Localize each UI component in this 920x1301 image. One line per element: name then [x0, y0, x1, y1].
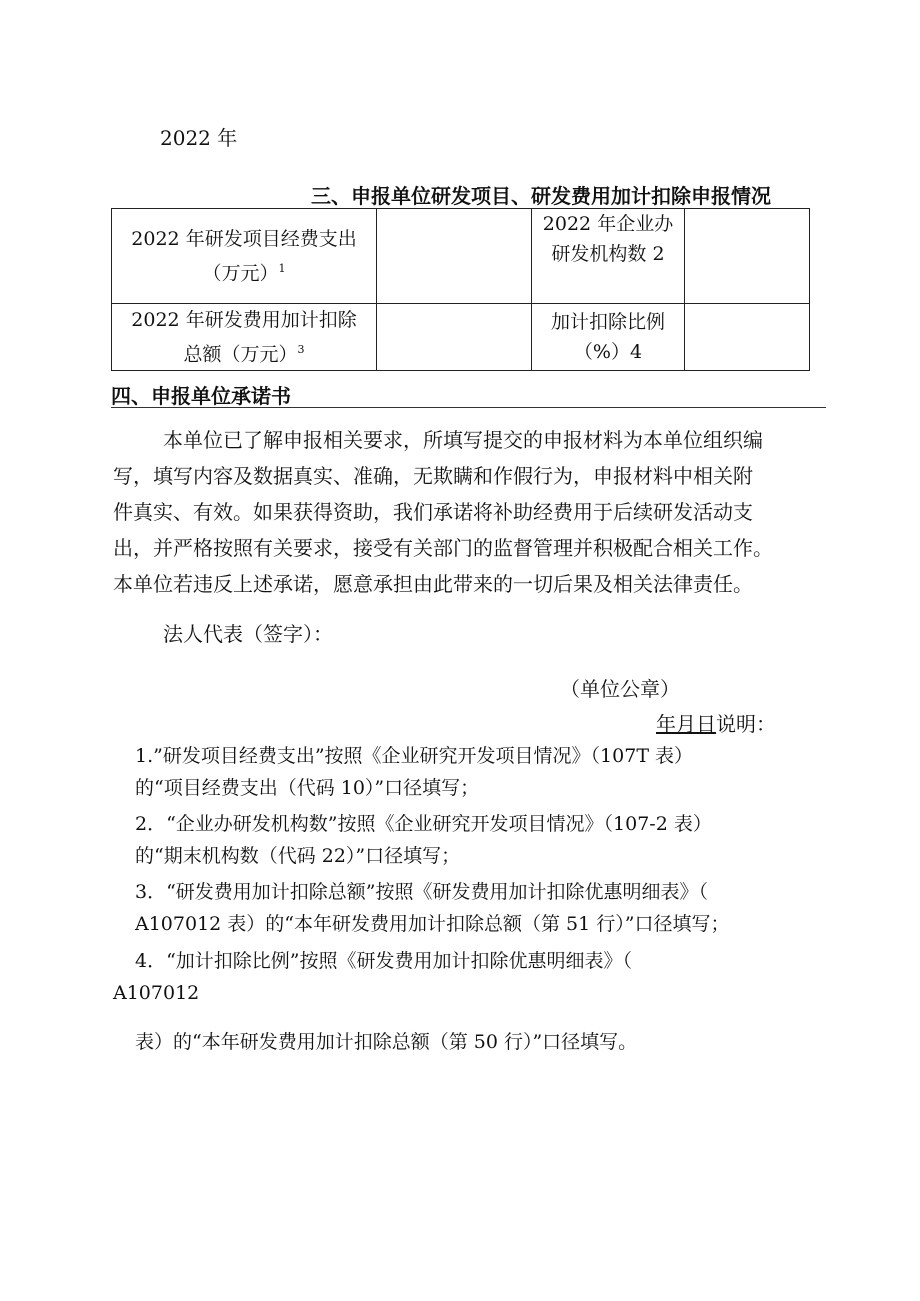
deduction-ratio-label-line1: 加计扣除比例 — [550, 311, 665, 333]
deduction-ratio-value-cell[interactable] — [685, 304, 810, 371]
section3-title: 三、申报单位研发项目、研发费用加计扣除申报情况 — [311, 184, 771, 208]
table-cell-label — [112, 304, 377, 371]
table-cell-label — [532, 304, 685, 371]
deduction-total-unit: 总额（万元）$^3$ — [183, 342, 305, 366]
rd-institution-value-cell[interactable] — [685, 209, 810, 304]
rd-summary-table — [111, 208, 810, 371]
deduction-total-label: 2022 年研发费用加计扣除 — [131, 308, 357, 331]
deduction-total-value-cell[interactable] — [377, 304, 532, 371]
date-notes-line — [656, 708, 776, 737]
note-1-line1: 1.”研发项目经费支出”按照《企业研究开发项目情况》（107T 表） — [135, 745, 694, 767]
legal-rep-signature-label: 法人代表（签字）： — [163, 622, 333, 646]
table-cell-label — [112, 209, 377, 304]
notes-label: 说明： — [716, 712, 776, 736]
rd-institution-label-line1: 2022 年企业办 — [542, 213, 674, 235]
footnote-marker: 3 — [297, 342, 305, 356]
deduction-ratio-label-line2: （%）4 — [573, 341, 643, 363]
table-cell-label — [532, 209, 685, 304]
date-label: 年月日 — [656, 712, 716, 736]
pledge-line: 件真实、有效。如果获得资助，我们承诺将补助经费用于后续研发活动支 — [113, 500, 753, 524]
rd-institution-label-line2: 研发机构数 2 — [551, 243, 665, 265]
pledge-line: 本单位已了解申报相关要求，所填写提交的申报材料为本单位组织编 — [163, 428, 763, 452]
rd-expense-label: 2022 年研发项目经费支出 — [131, 227, 357, 250]
section-divider — [111, 407, 826, 408]
note-4-line3: 表）的“本年研发费用加计扣除总额（第 50 行）”口径填写。 — [135, 1031, 638, 1053]
year-heading: 2022 年 — [160, 126, 238, 150]
footnote-marker: 1 — [278, 261, 286, 275]
note-3-line2: A107012 表）的“本年研发费用加计扣除总额（第 51 行）”口径填写； — [135, 913, 730, 935]
note-1-line2: 的“项目经费支出（代码 10）”口径填写； — [135, 777, 480, 799]
rd-expense-unit: （万元）$^1$ — [202, 261, 286, 285]
rd-expense-value-cell[interactable] — [377, 209, 532, 304]
note-2-line1: 2．“企业办研发机构数”按照《企业研究开发项目情况》（107-2 表） — [135, 813, 712, 835]
company-seal-label: （单位公章） — [560, 677, 680, 701]
pledge-line: 本单位若违反上述承诺，愿意承担由此带来的一切后果及相关法律责任。 — [113, 572, 753, 596]
note-4-line2: A107012 — [113, 982, 200, 1004]
pledge-paragraph — [113, 422, 823, 602]
note-2-line2: 的“期末机构数（代码 22）”口径填写； — [135, 845, 461, 867]
pledge-line: 写，填写内容及数据真实、准确，无欺瞒和作假行为，申报材料中相关附 — [113, 464, 753, 488]
section4-title: 四、申报单位承诺书 — [111, 384, 291, 408]
table-row — [112, 209, 810, 304]
table-row — [112, 304, 810, 371]
note-4-line1: 4．“加计扣除比例”按照《研发费用加计扣除优惠明细表》（ — [135, 950, 633, 972]
note-3-line1: 3．“研发费用加计扣除总额”按照《研发费用加计扣除优惠明细表》（ — [135, 881, 709, 903]
pledge-line: 出，并严格按照有关要求，接受有关部门的监督管理并积极配合相关工作。 — [113, 536, 773, 560]
